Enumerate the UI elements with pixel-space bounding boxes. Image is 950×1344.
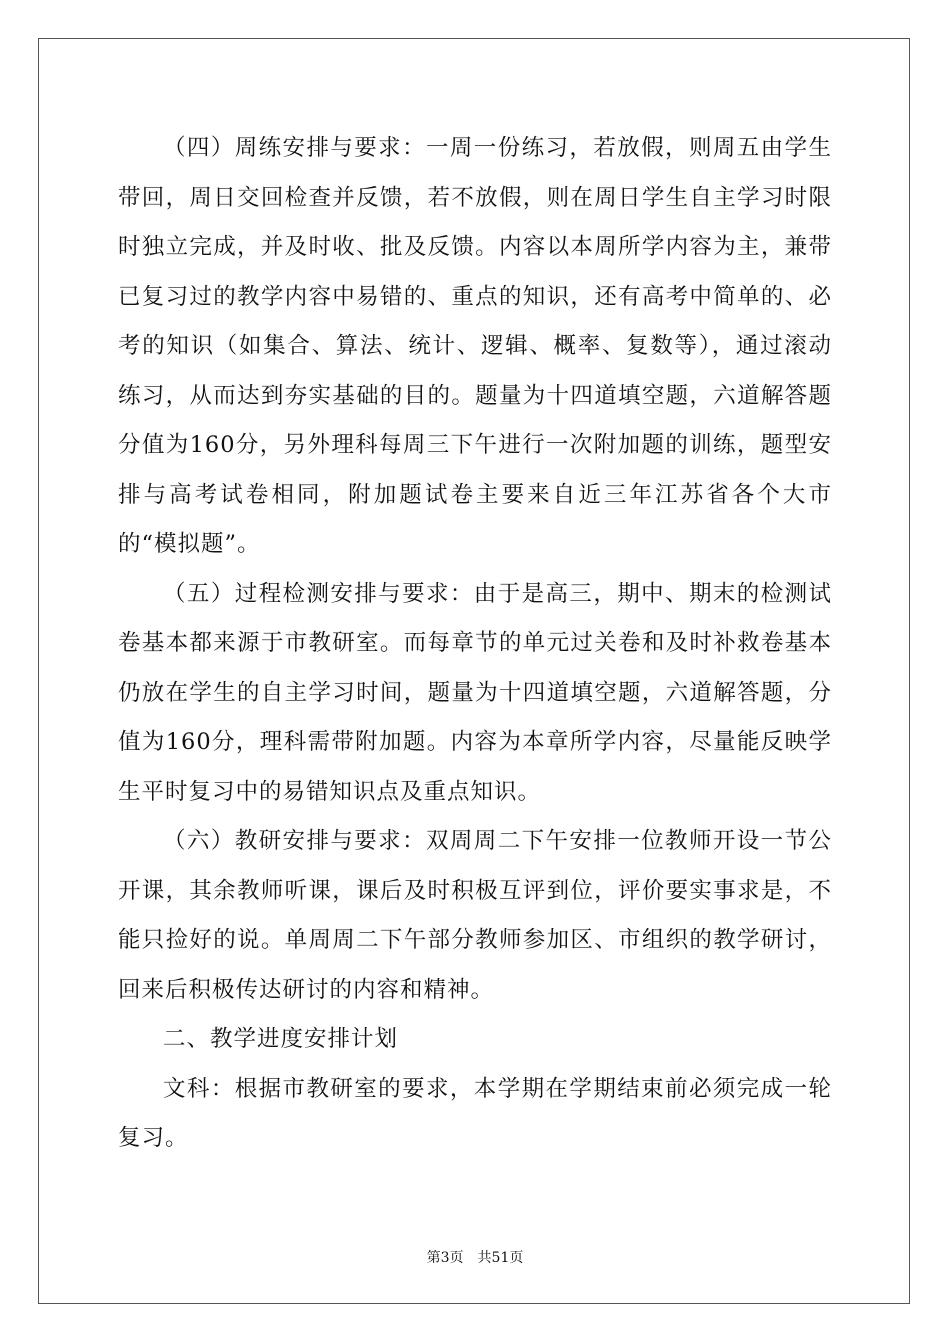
paragraph-process-testing: （五）过程检测安排与要求：由于是高三，期中、期末的检测试卷基本都来源于市教研室。而每章节的单元过关卷和及时补救卷基本仍放在学生的自主学习时间，题量为十四道填空题，六道解答题，分值为160分，理科需带附加题。内容为本章所学内容，尽量能反映学生平时复习中的易错知识点及重点知识。	[118, 580, 832, 805]
paragraph-teaching-research: （六）教研安排与要求：双周周二下午安排一位教师开设一节公开课，其余教师听课，课后及时积极互评到位，评价要实事求是，不能只捡好的说。单周周二下午部分教师参加区、市组织的教学研讨，回来后积极传达研讨的内容和精神。	[118, 828, 832, 1003]
paragraph-weekly-practice: （四）周练安排与要求：一周一份练习，若放假，则周五由学生带回，周日交回检查并反馈，若不放假，则在周日学生自主学习时限时独立完成，并及时收、批及反馈。内容以本周所学内容为主，兼带已复习过的教学内容中易错的、重点的知识，还有高考中简单的、必考的知识（如集合、算法、统计、逻辑、概率、复数等），通过滚动练习，从而达到夯实基础的目的。题量为十四道填空题，六道解答题分值为160分，另外理科每周三下午进行一次附加题的训练，题型安排与高考试卷相同，附加题试卷主要来自近三年江苏省各个大市的“模拟题”。	[118, 135, 832, 557]
document-body	[118, 124, 832, 1164]
paragraph-liberal-arts: 文科：根据市教研室的要求，本学期在学期结束前必须完成一轮复习。	[118, 1075, 832, 1151]
page-number: 第3页	[426, 1250, 464, 1266]
section-heading-progress-plan: 二、教学进度安排计划	[163, 1026, 399, 1052]
page-total: 共51页	[477, 1250, 524, 1266]
page-footer	[0, 1247, 950, 1267]
